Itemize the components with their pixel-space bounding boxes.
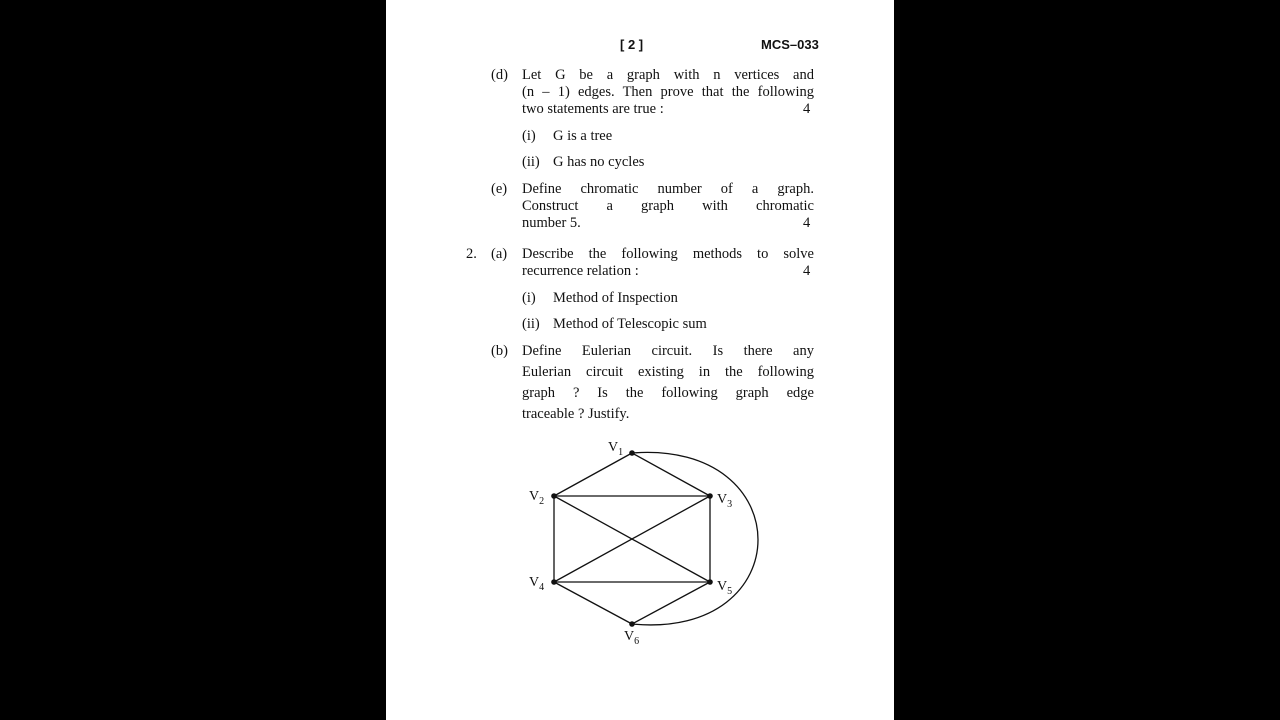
graph-vertex-V6 [629, 621, 635, 627]
question-label: (a) [491, 246, 508, 262]
sub-text: G is a tree [553, 128, 613, 144]
graph-vertex-V3 [707, 493, 713, 499]
question-text: traceable ? Justify. [522, 406, 630, 422]
marks: 4 [803, 215, 811, 231]
question-label: (d) [491, 67, 508, 83]
vertex-label: $V_1$ [608, 440, 624, 458]
sub-label: (ii) [522, 154, 540, 170]
marks: 4 [803, 101, 811, 117]
vertex-label: $V_4$ [529, 575, 545, 593]
graph-vertex-V5 [707, 579, 713, 585]
vertex-label: $V_2$ [529, 489, 545, 507]
sub-label: (ii) [522, 316, 540, 332]
question-text: number 5. [522, 215, 581, 231]
question-label: (e) [491, 181, 508, 197]
graph-vertex-V4 [551, 579, 557, 585]
sub-text: G has no cycles [553, 154, 645, 170]
graph-edge-V4-V6 [554, 582, 632, 624]
question-text: Describe the following methods to solve [522, 246, 814, 262]
question-text: two statements are true : [522, 101, 664, 117]
graph-vertex-V1 [629, 450, 635, 456]
question-text: (n – 1) edges. Then prove that the following [522, 84, 814, 100]
question-text: recurrence relation : [522, 263, 639, 279]
question-text: Construct a graph with chromatic [522, 198, 814, 214]
vertex-label: $V_5$ [717, 579, 733, 597]
vertex-label: $V_3$ [717, 492, 733, 510]
sub-text: Method of Telescopic sum [553, 316, 707, 332]
sub-text: Method of Inspection [553, 290, 678, 306]
question-text: graph ? Is the following graph edge [522, 385, 814, 401]
vertex-label: $V_6$ [624, 629, 640, 647]
question-text: Eulerian circuit existing in the following [522, 364, 814, 380]
graph-edge-V1-V6 [632, 452, 758, 625]
graph-vertex-V2 [551, 493, 557, 499]
question-label: (b) [491, 343, 508, 359]
question-text: Let G be a graph with n vertices and [522, 67, 814, 83]
question-number: 2. [466, 246, 477, 262]
sub-label: (i) [522, 290, 536, 306]
question-text: Define Eulerian circuit. Is there any [522, 343, 814, 359]
question-text: Define chromatic number of a graph. [522, 181, 814, 197]
course-code: MCS–033 [761, 37, 819, 52]
page-number: [ 2 ] [620, 37, 644, 52]
graph-edge-V1-V3 [632, 453, 710, 496]
sub-label: (i) [522, 128, 536, 144]
marks: 4 [803, 263, 811, 279]
graph-edge-V1-V2 [554, 453, 632, 496]
